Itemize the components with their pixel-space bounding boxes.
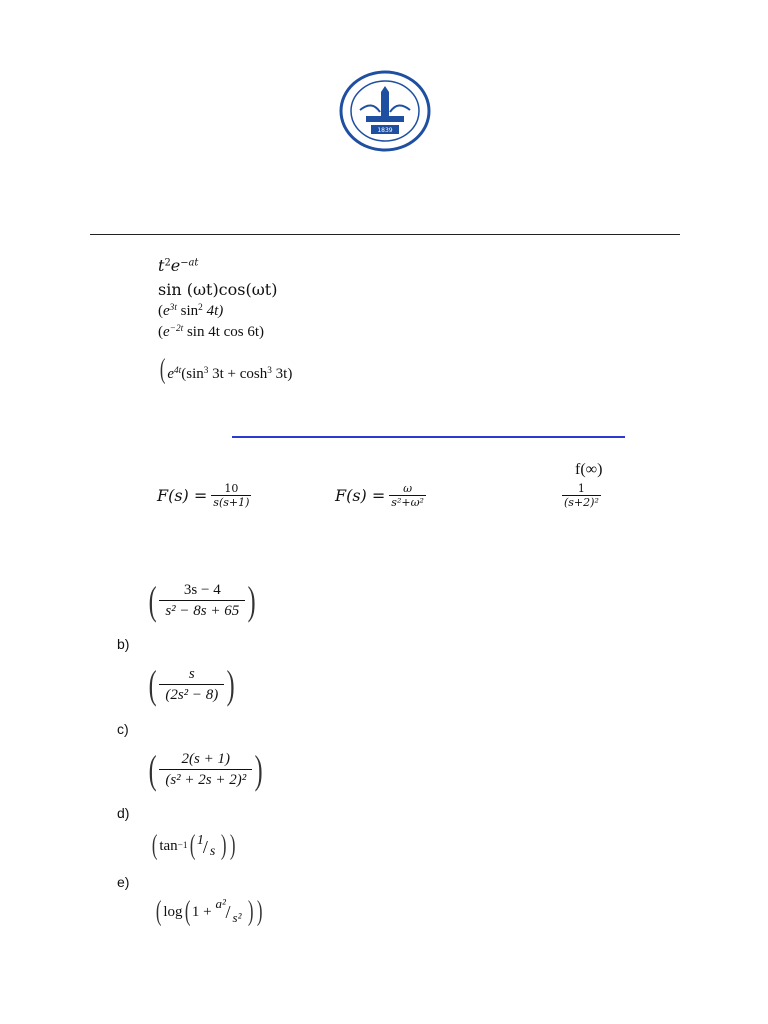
fraction: $\frac{10}{s(s+1)}$ xyxy=(213,482,250,509)
transfer-function-1: F(s) = $\frac{10}{s(s+1)}$ xyxy=(157,482,250,509)
left-paren: ( xyxy=(159,354,166,385)
expression-c: ( 2(s + 1) (s² + 2s + 2)² ) xyxy=(148,746,263,792)
function-2: sin (ωt)cos(ωt) xyxy=(158,280,278,299)
top-divider xyxy=(90,234,680,235)
university-logo xyxy=(338,70,432,152)
label-d: d) xyxy=(117,805,130,821)
function-1: $t^2e^{-at}$ xyxy=(158,256,199,275)
expression-a: ( 3s − 4 s² − 8s + 65 ) xyxy=(148,577,256,623)
expression-b: ( s (2s² − 8) ) xyxy=(148,661,235,707)
fraction: $\frac{\omega}{\text{s²+ω²}}$ xyxy=(391,482,424,509)
function-5: ( $e^{4t}(\sin^3$ $3t + \cosh^3 3t$) xyxy=(159,354,293,385)
expression-e: ( log ( 1 + a² / s² ) ) xyxy=(155,896,263,927)
label-c: c) xyxy=(117,721,129,737)
function-3: ($e^{3t}$ $\sin^2 4t$) xyxy=(158,302,224,319)
transfer-function-2: F(s) = $\frac{\omega}{\text{s²+ω²}}$ xyxy=(335,482,424,509)
fraction: $\frac{1}{\text{(s+2)²}}$ xyxy=(564,482,599,509)
svg-text:1839: 1839 xyxy=(377,127,393,134)
expression-d: ( tan −1 ( 1 / s ) ) xyxy=(151,830,236,861)
label-b: b) xyxy=(117,636,130,652)
label-e: e) xyxy=(117,874,130,890)
link-underline xyxy=(232,436,625,438)
transfer-function-3 xyxy=(558,482,601,509)
function-4: ($e^{-2t}$ sin 4t cos 6t) xyxy=(158,323,265,340)
final-value-label: f(∞) xyxy=(575,461,603,478)
